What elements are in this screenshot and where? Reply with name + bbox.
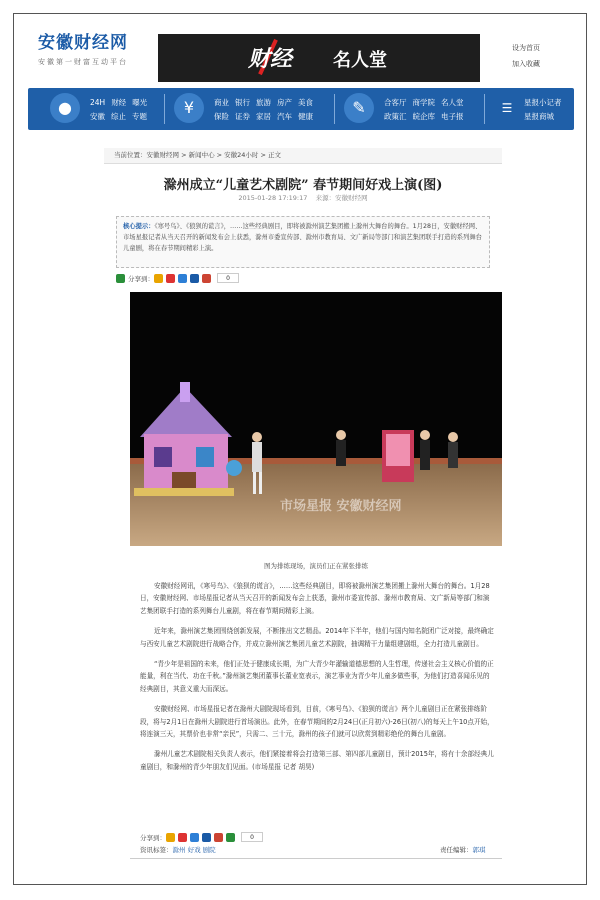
nav-group-4 bbox=[524, 96, 568, 124]
yen-icon: ¥ bbox=[174, 93, 204, 123]
photo-watermark: 市场星报 安徽财经网 bbox=[280, 499, 402, 514]
set-homepage-link[interactable]: 设为首页 bbox=[512, 44, 540, 52]
logo-title: 安徽财经网 bbox=[38, 33, 128, 53]
nav-item[interactable]: 证券 bbox=[235, 112, 250, 121]
nav-item[interactable]: 商业 bbox=[214, 98, 229, 107]
weibo-icon[interactable] bbox=[166, 274, 175, 283]
nav-item[interactable]: 24H bbox=[90, 98, 106, 107]
article-tags bbox=[140, 845, 216, 854]
nav-item[interactable]: 健康 bbox=[298, 112, 313, 121]
nav-group-1 bbox=[90, 96, 153, 124]
article-photo bbox=[130, 292, 502, 546]
nav-group-2 bbox=[214, 96, 319, 124]
photo-caption: 图为排练现场，演员们正在紧张排练 bbox=[264, 562, 368, 570]
add-favorite-link[interactable]: 加入收藏 bbox=[512, 60, 540, 68]
nav-divider bbox=[484, 94, 485, 124]
nav-divider bbox=[164, 94, 165, 124]
newspaper-icon: ☰ bbox=[501, 101, 513, 115]
people-icon: ● bbox=[50, 93, 80, 123]
nav-item[interactable]: 电子报 bbox=[441, 112, 464, 121]
banner-text-right: 名人堂 bbox=[333, 50, 387, 71]
nav-item[interactable]: 银行 bbox=[235, 98, 250, 107]
nav-item[interactable]: 房产 bbox=[277, 98, 292, 107]
top-links bbox=[512, 40, 540, 72]
nav-item[interactable]: 政策汇 bbox=[384, 112, 407, 121]
article-paragraph: 近年来，滁州演艺集团围绕创新发展，不断推出文艺精品。2014年下半年，他们与国内知名院团广泛对接，最终确定与西安儿童艺术剧院进行战略合作，并成立滁州演艺集团儿童艺术剧院，抽调精干力量组建剧组，全力打造儿童剧目。 bbox=[140, 627, 494, 648]
editor-label: 责任编辑： bbox=[440, 846, 473, 854]
summary-label: 核心提示： bbox=[123, 223, 155, 230]
nav-item[interactable]: 家居 bbox=[256, 112, 271, 121]
chart-icon: ✎ bbox=[344, 93, 374, 123]
weibo-icon[interactable] bbox=[178, 833, 187, 842]
share-bar-bottom bbox=[140, 832, 263, 842]
article-paragraph: “青少年是祖国的未来，他们正处于健康成长期，为广大青少年灌输道德思想的人生哲理，传递社会主义核心价值的正能量，利在当代、功在千秋。”滁州演艺集团董事长董业宽表示，演艺事业为青少年儿童多做些事，为他们打造喜闻乐见的经典剧目，其意义重大而深远。 bbox=[140, 660, 494, 693]
nav-item[interactable]: 汽车 bbox=[277, 112, 292, 121]
nav-item[interactable]: 星报商城 bbox=[524, 112, 554, 121]
tags-label: 资讯标签： bbox=[140, 846, 173, 854]
breadcrumb[interactable]: 当前位置：安徽财经网 > 新闻中心 > 安徽24小时 > 正文 bbox=[104, 148, 502, 164]
banner-ad[interactable] bbox=[158, 34, 480, 82]
qzone-icon[interactable] bbox=[154, 274, 163, 283]
editor-name: 郭琪 bbox=[472, 846, 486, 854]
article-paragraph: 滁州儿童艺术剧院相关负责人表示，他们紧接着将会打造第三部、第四部儿童剧目，预计2015年，将有十余部经典儿童剧目，和滁州的青少年朋友们见面。(市场星报 记者 胡昊) bbox=[140, 750, 494, 771]
tags-list[interactable]: 滁州 好戏 剧院 bbox=[172, 846, 216, 854]
kaixin-icon[interactable] bbox=[214, 833, 223, 842]
nav-divider bbox=[334, 94, 335, 124]
nav-item[interactable]: 曝光 bbox=[132, 98, 148, 107]
share-label-bottom: 分享到： bbox=[140, 833, 166, 842]
qzone-icon[interactable] bbox=[166, 833, 175, 842]
nav-item[interactable]: 综止 bbox=[111, 112, 126, 121]
nav-item[interactable]: 合客厅 bbox=[384, 98, 407, 107]
article-meta bbox=[104, 193, 502, 202]
nav-item[interactable]: 商学院 bbox=[412, 98, 435, 107]
share-label: 分享到： bbox=[128, 274, 154, 283]
nav-item[interactable]: 皖企库 bbox=[412, 112, 435, 121]
divider bbox=[130, 858, 502, 859]
nav-item[interactable]: 财经 bbox=[111, 98, 127, 107]
nav-item[interactable]: 专题 bbox=[132, 112, 147, 121]
plus-icon[interactable] bbox=[226, 833, 235, 842]
nav-group-3 bbox=[384, 96, 470, 124]
plus-icon[interactable] bbox=[116, 274, 125, 283]
stage-illustration bbox=[130, 292, 502, 546]
share-count-bottom: 0 bbox=[241, 832, 263, 842]
site-logo[interactable] bbox=[38, 28, 158, 80]
article-paragraph: 安徽财经网讯，《寒号鸟》、《狼狈的谎言》，……这些经典剧目，即将被滁州演艺集团搬上滁州大舞台的舞台。1月28日，安徽财经网、市场星报记者从当天召开的新闻发布会上获悉，滁州市委宣传部、滁州市教育局、文广新局等部门和演艺集团联手打造的系列舞台儿童剧，将在春节期间精彩上演。 bbox=[140, 582, 490, 615]
nav-item[interactable]: 旅游 bbox=[256, 98, 271, 107]
main-nav bbox=[28, 88, 574, 130]
renren-icon[interactable] bbox=[190, 274, 199, 283]
nav-item[interactable]: 美食 bbox=[298, 98, 313, 107]
share-count: 0 bbox=[217, 273, 239, 283]
nav-item[interactable]: 名人堂 bbox=[441, 98, 464, 107]
nav-item[interactable]: 安徽 bbox=[90, 112, 105, 121]
nav-item[interactable]: 星报小记者 bbox=[524, 98, 562, 107]
renren-icon[interactable] bbox=[202, 833, 211, 842]
article-source: 来源：安徽财经网 bbox=[315, 194, 368, 202]
nav-item[interactable]: 保险 bbox=[214, 112, 229, 121]
article-title: 滁州成立“儿童艺术剧院” 春节期间好戏上演(图) bbox=[163, 178, 443, 193]
article-editor bbox=[440, 845, 486, 854]
tencent-weibo-icon[interactable] bbox=[178, 274, 187, 283]
article-paragraph: 安徽财经网、市场星报记者在滁州大剧院现场看到，目前，《寒号鸟》、《狼狈的谎言》两个儿童剧目正在紧张排练阶段，将与2月1日在滁州大剧院进行首场演出。此外，在春节期间的2月24日(正月初六)-26日(初八)的每天上午10点开始，将连演三天，其票价也非常“亲民”，只需二、三十元，滁州的孩子们就可以欣赏到精彩绝伦的舞台儿童剧。 bbox=[140, 705, 494, 739]
article-date: 2015-01-28 17:19:17 bbox=[238, 194, 308, 202]
summary-text: 《寒号鸟》、《狼狈的谎言》，……这些经典剧目，即将被滁州演艺集团搬上滁州大舞台的舞台。1月28日，安徽财经网、市场星报记者从当天召开的新闻发布会上获悉，滁州市委宣传部、滁州市教育局、文广新局等部门和演艺集团联手打造的系列舞台儿童剧，将在春节期间精彩上演。 bbox=[123, 223, 482, 252]
banner-text-left: 财经 bbox=[248, 46, 293, 72]
tencent-weibo-icon[interactable] bbox=[190, 833, 199, 842]
kaixin-icon[interactable] bbox=[202, 274, 211, 283]
article-body bbox=[140, 580, 495, 781]
share-bar-top bbox=[116, 273, 239, 283]
logo-subtitle: 安徽第一财富互动平台 bbox=[38, 58, 128, 66]
article-summary bbox=[116, 216, 490, 268]
